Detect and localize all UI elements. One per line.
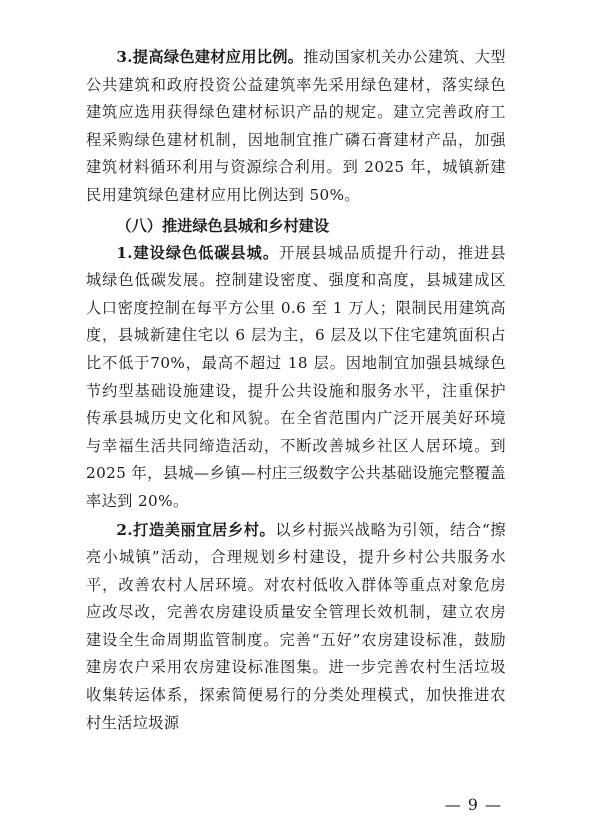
heading-section-8: （八）推进绿色县城和乡村建设 xyxy=(116,216,330,235)
item-2-text: 以乡村振兴战略为引领，结合“擦亮小城镇”活动，合理规划乡村建设，提升乡村公共服务水平，改善农村人居环境。对农村低收入群体等重点对象危房应改尽改，完善农房建设质量安全管理长效机制，建立农房建设全生命周期监管制度。完善“五好”农房建设标准，鼓励建房农户采用农房建设标准图集。进一步完善农村生活垃圾收集转运体系，探索简便易行的分类处理模式，加快推进农村生活垃圾源 xyxy=(86,520,507,732)
paragraph-item-1 xyxy=(86,240,506,516)
paragraph-item-2 xyxy=(86,517,506,738)
paragraph-section-3 xyxy=(86,44,506,210)
item-1-text: 开展县城品质提升行动，推进县城绿色低碳发展。控制建设密度、强度和高度，县城建成区人口密度控制在每平方公里 0.6 至 1 万人；限制民用建筑高度，县城新建住宅以 6 层为主，6 层及以下住宅建筑面积占比不低于70%，最高不超过 18 层。因地制宜加强县城绿色节约型基础设施建设，提升公共设施和服务水平，注重保护传承县城历史文化和风貌。在全省范围内广泛开展美好环境与幸福生活共同缔造活动，不断改善城乡社区人居环境。到 2025 年，县城—乡镇—村庄三级数字公共基础设施完整覆盖率达到 20%。 xyxy=(86,243,507,510)
item-1-lead: 1.建设绿色低碳县城。 xyxy=(116,243,279,262)
item-2-lead: 2.打造美丽宜居乡村。 xyxy=(116,520,276,539)
document-body xyxy=(86,44,506,738)
section-3-text: 推动国家机关办公建筑、大型公共建筑和政府投资公益建筑率先采用绿色建材，落实绿色建筑应选用获得绿色建材标识产品的规定。建立完善政府工程采购绿色建材机制，因地制宜推广磷石膏建材产品，加强建筑材料循环利用与资源综合利用。到 2025 年，城镇新建民用建筑绿色建材应用比例达到 50%。 xyxy=(86,48,506,204)
page-number: — 9 — xyxy=(444,795,502,814)
section-3-lead: 3.提高绿色建材应用比例。 xyxy=(116,48,304,66)
